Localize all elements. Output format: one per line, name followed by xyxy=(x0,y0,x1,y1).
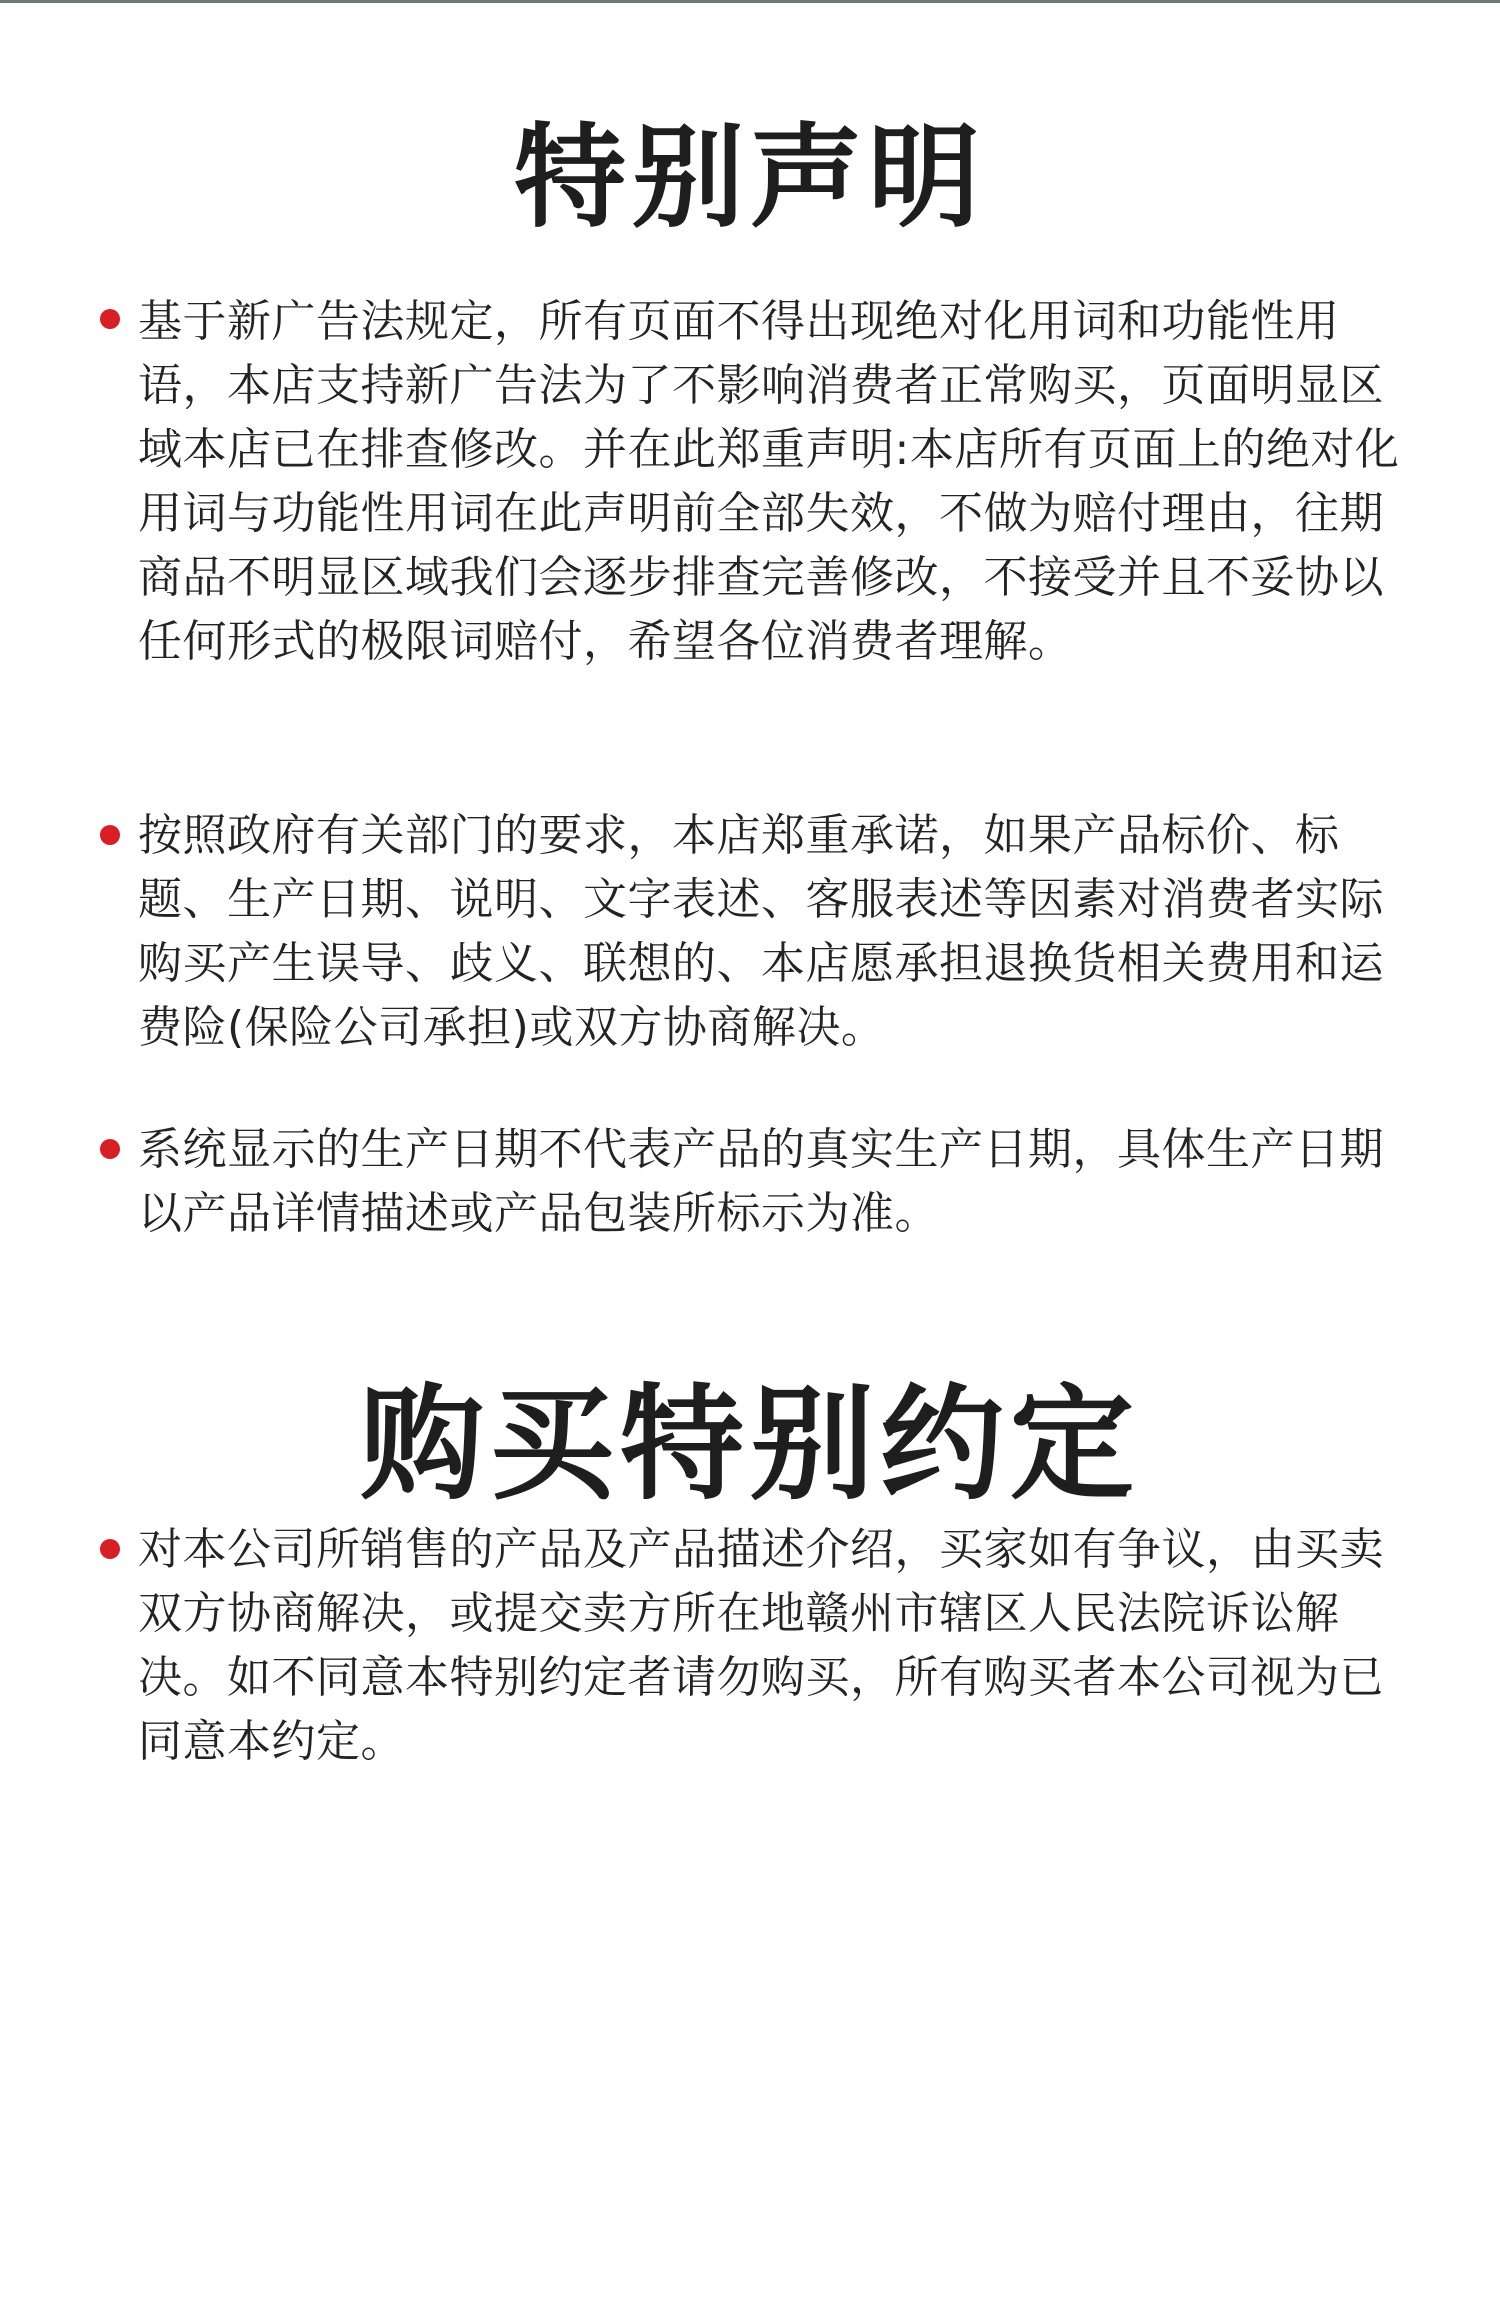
top-divider xyxy=(0,0,1500,3)
statement-production-date: 系统显示的生产日期不代表产品的真实生产日期，具体生产日期以产品详情描述或产品包装所标示为准。 xyxy=(138,1124,1384,1239)
bullet-dot-icon xyxy=(100,309,120,329)
purchase-agreement-title: 购买特别约定 xyxy=(359,1373,1140,1517)
bullet-dot-icon xyxy=(100,1539,120,1559)
agreement-dispute-resolution: 对本公司所销售的产品及产品描述介绍，买家如有争议，由买卖双方协商解决，或提交卖方所在地赣州市辖区人民法院诉讼解决。如不同意本特别约定者请勿购买，所有购买者本公司视为已同意本约定。 xyxy=(138,1524,1384,1767)
bullet-dot-icon xyxy=(100,1139,120,1159)
special-statement-title: 特别声明 xyxy=(514,113,986,243)
statement-government-commitment: 按照政府有关部门的要求，本店郑重承诺，如果产品标价、标题、生产日期、说明、文字表述、客服表述等因素对消费者实际购买产生误导、歧义、联想的、本店愿承担退换货相关费用和运费险(保险公司承担)或双方协商解决。 xyxy=(138,810,1384,1053)
statement-advertising-law: 基于新广告法规定，所有页面不得出现绝对化用词和功能性用语，本店支持新广告法为了不影响消费者正常购买，页面明显区域本店已在排查修改。并在此郑重声明:本店所有页面上的绝对化用词与功能性用词在此声明前全部失效，不做为赔付理由，往期商品不明显区域我们会逐步排查完善修改，不接受并且不妥协以任何形式的极限词赔付，希望各位消费者理解。 xyxy=(138,296,1400,667)
bullet-dot-icon xyxy=(100,825,120,845)
